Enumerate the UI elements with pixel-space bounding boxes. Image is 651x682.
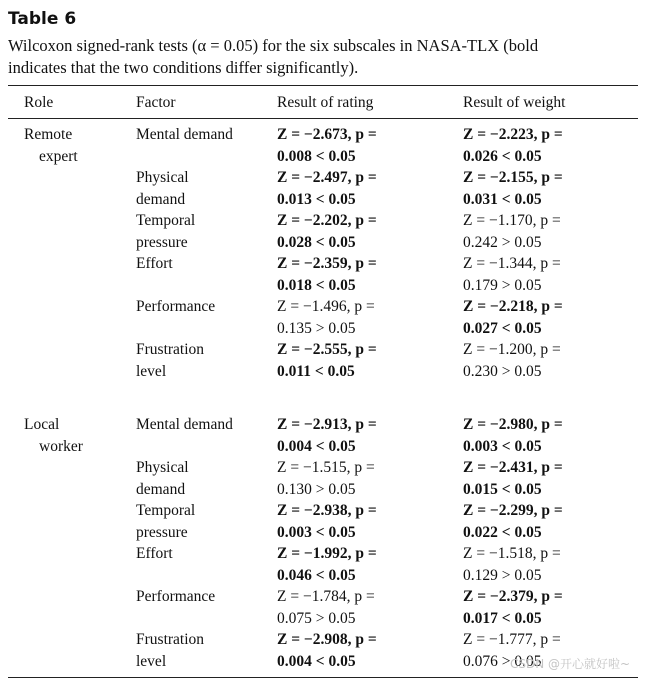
factor-cell [136, 629, 204, 672]
rating-result-cell-line-2: 0.028 < 0.05 [277, 233, 356, 251]
weight-result-cell-line-1: Z = −1.170, p = [463, 212, 561, 229]
weight-result-cell-line-2: 0.022 < 0.05 [463, 523, 542, 541]
rating-result-cell-line-2: 0.018 < 0.05 [277, 276, 356, 294]
rating-result-cell [277, 167, 377, 210]
rating-result-cell-line-2: 0.004 < 0.05 [277, 652, 356, 670]
factor-cell-line-2: level [136, 362, 167, 380]
rating-result-cell-line-1: Z = −1.496, p = [277, 298, 375, 315]
factor-cell-line-1: Performance [136, 298, 216, 315]
weight-result-cell-line-1: Z = −1.777, p = [463, 631, 561, 648]
table-top-rule [8, 85, 638, 86]
weight-result-cell-line-2: 0.242 > 0.05 [463, 233, 542, 251]
header-role: Role [24, 94, 54, 111]
rating-result-cell [277, 124, 377, 167]
factor-cell [136, 210, 195, 253]
weight-result-cell-line-1: Z = −1.344, p = [463, 255, 561, 272]
caption-line-1: Wilcoxon signed-rank tests (α = 0.05) for the six subscales in NASA-TLX (bold [8, 36, 539, 55]
weight-result-cell [463, 124, 563, 167]
factor-cell-line-2: level [136, 652, 167, 670]
factor-cell-line-1: Temporal [136, 212, 196, 229]
weight-result-cell [463, 210, 561, 253]
weight-result-cell [463, 457, 563, 500]
factor-cell-line-1: Performance [136, 588, 216, 605]
rating-result-cell-line-1: Z = −2.202, p = [277, 212, 377, 229]
weight-result-cell-line-2: 0.230 > 0.05 [463, 362, 542, 380]
table-caption [8, 35, 648, 79]
factor-cell-line-2: pressure [136, 233, 188, 251]
factor-cell-line-1: Frustration [136, 341, 205, 358]
rating-result-cell-line-2: 0.004 < 0.05 [277, 437, 356, 455]
header-result-of-rating: Result of rating [277, 94, 374, 111]
rating-result-cell [277, 339, 377, 382]
rating-result-cell-line-1: Z = −1.992, p = [277, 545, 377, 562]
factor-cell-line-1: Frustration [136, 631, 205, 648]
watermark-text: CSDN @开心就好啦~ [510, 657, 631, 671]
factor-cell [136, 339, 204, 382]
weight-result-cell-line-1: Z = −2.299, p = [463, 502, 563, 519]
rating-result-cell-line-2: 0.003 < 0.05 [277, 523, 356, 541]
weight-result-cell [463, 500, 563, 543]
weight-result-cell-line-2: 0.026 < 0.05 [463, 147, 542, 165]
rating-result-cell-line-2: 0.013 < 0.05 [277, 190, 356, 208]
weight-result-cell [463, 253, 561, 296]
rating-result-cell [277, 210, 377, 253]
weight-result-cell [463, 296, 563, 339]
weight-result-cell-line-1: Z = −1.200, p = [463, 341, 561, 358]
weight-result-cell-line-1: Z = −2.980, p = [463, 416, 563, 433]
rating-result-cell-line-1: Z = −2.938, p = [277, 502, 377, 519]
factor-cell-line-1: Effort [136, 545, 173, 562]
factor-cell [136, 296, 215, 318]
role-cell-line-2: worker [39, 437, 83, 455]
factor-cell-line-1: Mental demand [136, 416, 233, 433]
role-cell [24, 124, 78, 167]
weight-result-cell-line-2: 0.003 < 0.05 [463, 437, 542, 455]
weight-result-cell-line-1: Z = −2.218, p = [463, 298, 563, 315]
role-cell-line-1: Remote [24, 126, 73, 143]
rating-result-cell [277, 457, 375, 500]
rating-result-cell-line-1: Z = −1.784, p = [277, 588, 375, 605]
weight-result-cell-line-2: 0.076 > 0.05 [463, 652, 542, 670]
factor-cell [136, 167, 189, 210]
factor-cell [136, 500, 195, 543]
weight-result-cell-line-1: Z = −2.431, p = [463, 459, 563, 476]
weight-result-cell-line-2: 0.031 < 0.05 [463, 190, 542, 208]
header-factor: Factor [136, 94, 176, 111]
weight-result-cell [463, 339, 561, 382]
factor-cell-line-2: pressure [136, 523, 188, 541]
rating-result-cell-line-1: Z = −1.515, p = [277, 459, 375, 476]
weight-result-cell-line-2: 0.015 < 0.05 [463, 480, 542, 498]
weight-result-cell-line-1: Z = −2.223, p = [463, 126, 563, 143]
weight-result-cell-line-2: 0.129 > 0.05 [463, 566, 542, 584]
factor-cell-line-1: Physical [136, 169, 189, 186]
factor-cell-line-1: Effort [136, 255, 173, 272]
rating-result-cell [277, 414, 377, 457]
rating-result-cell [277, 253, 377, 296]
rating-result-cell-line-1: Z = −2.359, p = [277, 255, 377, 272]
weight-result-cell-line-2: 0.179 > 0.05 [463, 276, 542, 294]
weight-result-cell [463, 167, 563, 210]
weight-result-cell [463, 586, 563, 629]
factor-cell [136, 124, 233, 146]
factor-cell [136, 586, 215, 608]
rating-result-cell-line-2: 0.130 > 0.05 [277, 480, 356, 498]
factor-cell-line-1: Physical [136, 459, 189, 476]
weight-result-cell [463, 414, 563, 457]
factor-cell-line-1: Temporal [136, 502, 196, 519]
role-cell-line-1: Local [24, 416, 60, 433]
rating-result-cell-line-2: 0.046 < 0.05 [277, 566, 356, 584]
rating-result-cell [277, 500, 377, 543]
weight-result-cell-line-1: Z = −2.155, p = [463, 169, 563, 186]
rating-result-cell-line-2: 0.135 > 0.05 [277, 319, 356, 337]
weight-result-cell-line-1: Z = −1.518, p = [463, 545, 561, 562]
rating-result-cell [277, 543, 377, 586]
table-bottom-rule [8, 677, 638, 678]
rating-result-cell-line-2: 0.008 < 0.05 [277, 147, 356, 165]
weight-result-cell [463, 543, 561, 586]
role-cell-line-2: expert [39, 147, 78, 165]
rating-result-cell-line-1: Z = −2.673, p = [277, 126, 377, 143]
table-header-rule [8, 118, 638, 119]
header-result-of-weight: Result of weight [463, 94, 566, 111]
factor-cell [136, 543, 173, 565]
rating-result-cell-line-1: Z = −2.555, p = [277, 341, 377, 358]
rating-result-cell-line-1: Z = −2.913, p = [277, 416, 377, 433]
role-cell [24, 414, 83, 457]
factor-cell-line-1: Mental demand [136, 126, 233, 143]
factor-cell [136, 253, 173, 275]
rating-result-cell-line-1: Z = −2.497, p = [277, 169, 377, 186]
factor-cell [136, 414, 233, 436]
rating-result-cell-line-2: 0.011 < 0.05 [277, 362, 355, 380]
factor-cell [136, 457, 189, 500]
rating-result-cell [277, 629, 377, 672]
caption-line-2: indicates that the two conditions differ significantly). [8, 58, 359, 77]
factor-cell-line-2: demand [136, 190, 186, 208]
weight-result-cell-line-2: 0.027 < 0.05 [463, 319, 542, 337]
weight-result-cell-line-1: Z = −2.379, p = [463, 588, 563, 605]
rating-result-cell-line-1: Z = −2.908, p = [277, 631, 377, 648]
rating-result-cell-line-2: 0.075 > 0.05 [277, 609, 356, 627]
factor-cell-line-2: demand [136, 480, 186, 498]
rating-result-cell [277, 586, 375, 629]
table-label: Table 6 [8, 9, 77, 29]
weight-result-cell-line-2: 0.017 < 0.05 [463, 609, 542, 627]
rating-result-cell [277, 296, 375, 339]
